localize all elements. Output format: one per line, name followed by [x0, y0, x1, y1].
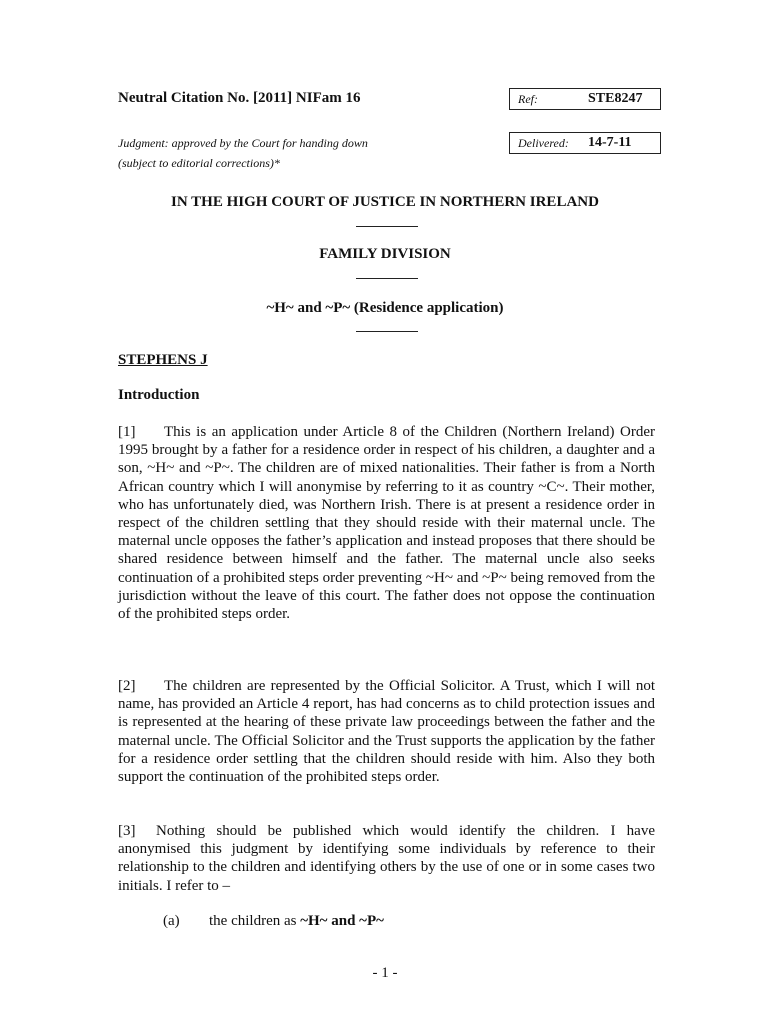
- list-item-text: the children as: [209, 913, 301, 929]
- delivered-value: 14-7-11: [588, 135, 632, 150]
- paragraph-number: [1]: [118, 424, 136, 440]
- divider: [356, 278, 418, 279]
- list-item-label: (a): [163, 913, 180, 929]
- paragraph-3: [118, 822, 655, 895]
- neutral-citation: Neutral Citation No. [2011] NIFam 16: [118, 90, 361, 106]
- judge-name: STEPHENS J: [118, 352, 208, 368]
- paragraph-1: [118, 423, 655, 623]
- ref-label: Ref:: [518, 92, 538, 106]
- paragraph-number: [2]: [118, 678, 136, 694]
- ref-value: STE8247: [588, 91, 643, 106]
- judgment-approval-line: Judgment: approved by the Court for handing down: [118, 136, 368, 150]
- list-item-bold: ~H~ and ~P~: [300, 913, 384, 929]
- court-title: IN THE HIGH COURT OF JUSTICE IN NORTHERN IRELAND: [171, 194, 599, 210]
- delivered-label: Delivered:: [518, 136, 569, 150]
- list-item: [163, 913, 384, 930]
- ref-box: [509, 88, 661, 110]
- divider: [356, 226, 418, 227]
- paragraph-text: This is an application under Article 8 of the Children (Northern Ireland) Order 1995 brought by a father for a residence order in respect of his children, a daughter and a son, ~H~ and ~P~. The children are of mixed nationalities. Their father is from a North African country which I will anonymise by referring to it as country ~C~. Their mother, who has unfortunately died, was Northern Irish. There is at present a residence order in respect of the children settling that they should reside with their maternal uncle. The maternal uncle opposes the father’s application and instead proposes that there should be shared residence between himself and the father. The maternal uncle also seeks continuation of a prohibited steps order preventing ~H~ and ~P~ being removed from the jurisdiction without the leave of this court. The father does not oppose the continuation of the prohibited steps order.: [118, 424, 655, 623]
- delivered-box: [509, 132, 661, 154]
- section-heading: Introduction: [118, 387, 200, 403]
- divider: [356, 331, 418, 332]
- division-title: FAMILY DIVISION: [319, 246, 451, 262]
- case-title: ~H~ and ~P~ (Residence application): [266, 300, 504, 316]
- paragraph-text: The children are represented by the Official Solicitor. A Trust, which I will not name, has provided an Article 4 report, has had concerns as to child protection issues and is represented at the hearing of these private law proceedings between the father and the maternal uncle. The Official Solicitor and the Trust supports the application by the father for a residence order settling that the children should reside with him. Also they both support the continuation of the prohibited steps order.: [118, 678, 655, 786]
- paragraph-text: Nothing should be published which would identify the children. I have anonymised this judgment by identifying some individuals by reference to their relationship to the children and identifying others by the use of one or in some cases two initials. I refer to –: [118, 823, 655, 894]
- paragraph-number: [3]: [118, 823, 136, 839]
- editorial-corrections-line: (subject to editorial corrections)*: [118, 156, 280, 170]
- page-number: - 1 -: [372, 965, 398, 981]
- paragraph-2: [118, 677, 655, 786]
